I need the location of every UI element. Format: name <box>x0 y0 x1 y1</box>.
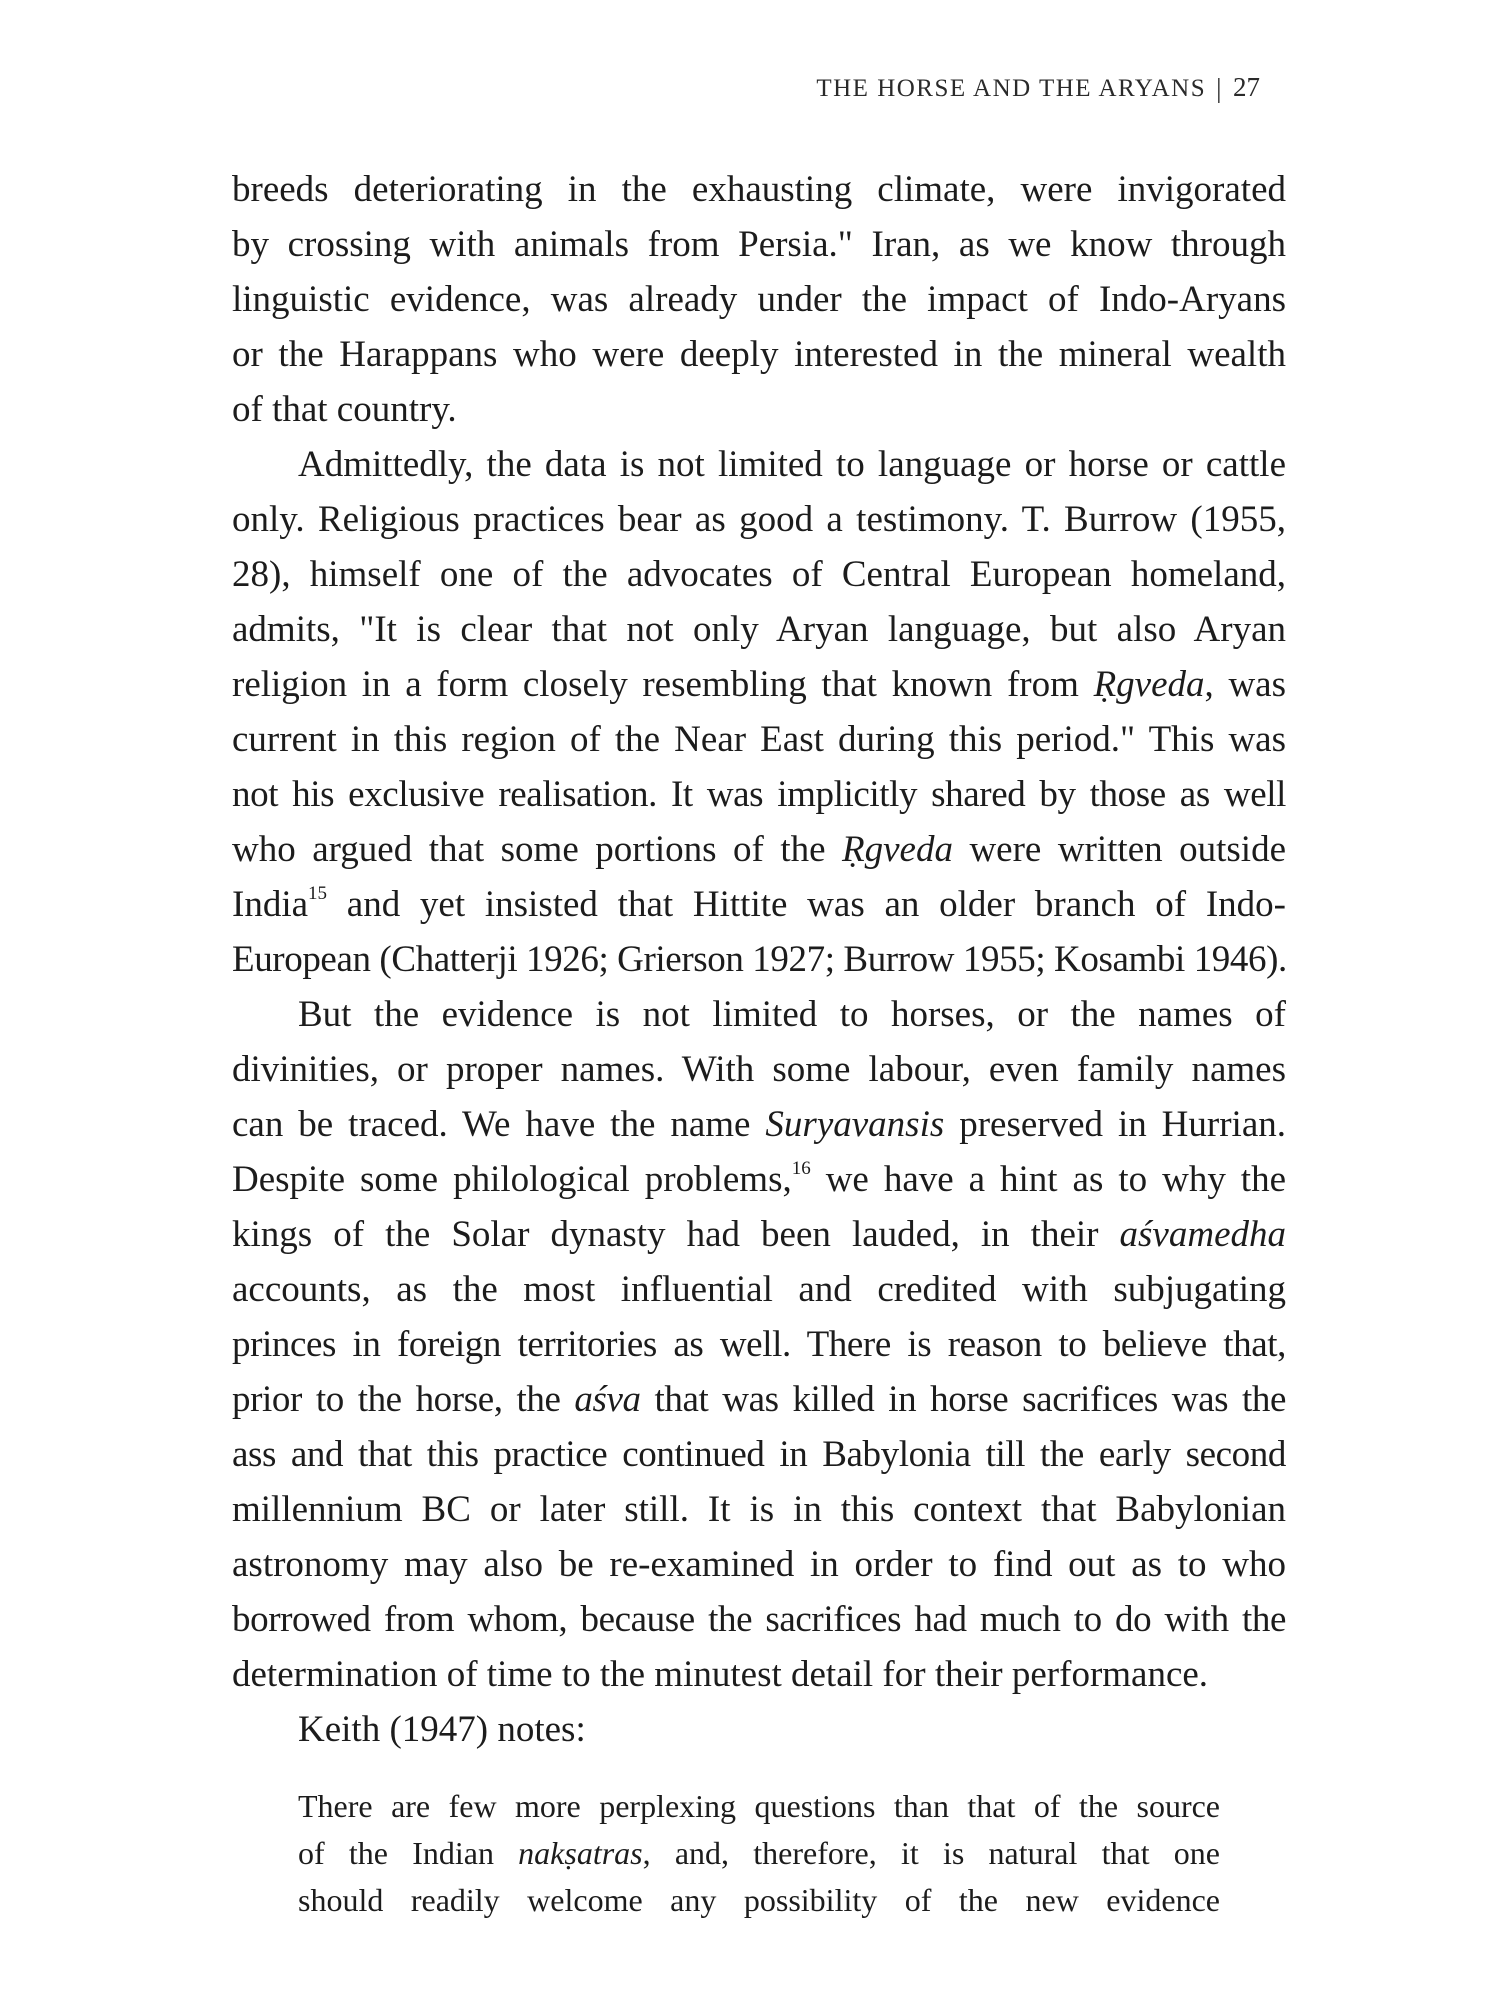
running-head-separator: | <box>1216 73 1223 103</box>
body-line-15: European (Chatterji 1926; Grierson 1927; Burrow 1955; Kosambi 1946). <box>232 939 1287 980</box>
body-line-5: of that country. <box>232 389 457 430</box>
page-number: 27 <box>1233 72 1260 102</box>
body-line-11: current in this region of the Near East during this period." This was <box>232 719 1286 760</box>
body-line-29: Keith (1947) notes: <box>298 1709 586 1750</box>
italic-term: Ṛgveda <box>842 829 953 870</box>
body-line-24: ass and that this practice continued in Babylonia till the early second <box>232 1434 1286 1475</box>
body-line-28: determination of time to the minutest detail for their performance. <box>232 1654 1209 1695</box>
body-line-9: admits, "It is clear that not only Aryan language, but also Aryan <box>232 609 1286 650</box>
body-line-19: Despite some philological problems,$^{16}$ we have a hint as to why the <box>232 1157 1286 1200</box>
italic-term: nakṣatras <box>518 1835 643 1871</box>
body-line-21: accounts, as the most influential and credited with subjugating <box>232 1269 1286 1310</box>
quote-line-3: should readily welcome any possibility of the new evidence <box>298 1882 1220 1918</box>
body-line-1: breeds deteriorating in the exhausting climate, were invigorated <box>232 169 1286 210</box>
quote-line-2: of the Indian nakṣatras, and, therefore, it is natural that one <box>298 1835 1221 1871</box>
body-line-8: 28), himself one of the advocates of Central European homeland, <box>232 554 1286 595</box>
footnote-marker: 15 <box>308 882 328 904</box>
italic-term: Ṛgveda <box>1093 664 1205 705</box>
body-line-16: But the evidence is not limited to horses, or the names of <box>298 994 1286 1035</box>
body-line-26: astronomy may also be re-examined in order to find out as to who <box>232 1544 1286 1585</box>
body-line-23: prior to the horse, the aśva that was killed in horse sacrifices was the <box>232 1379 1286 1420</box>
body-line-7: only. Religious practices bear as good a testimony. T. Burrow (1955, <box>232 499 1286 540</box>
body-line-25: millennium BC or later still. It is in this context that Babylonian <box>232 1489 1286 1530</box>
italic-term: aśvamedha <box>1119 1214 1286 1255</box>
italic-term: Suryavansis <box>765 1104 945 1145</box>
body-line-10: religion in a form closely resembling that known from Ṛgveda, was <box>232 664 1286 705</box>
body-line-18: can be traced. We have the name Suryavansis preserved in Hurrian. <box>232 1104 1286 1145</box>
body-line-6: Admittedly, the data is not limited to language or horse or cattle <box>298 444 1286 485</box>
body-line-4: or the Harappans who were deeply interested in the mineral wealth <box>232 334 1286 375</box>
body-line-2: by crossing with animals from Persia." Iran, as we know through <box>232 224 1286 265</box>
body-line-3: linguistic evidence, was already under the impact of Indo-Aryans <box>232 279 1286 320</box>
body-line-22: princes in foreign territories as well. There is reason to believe that, <box>232 1324 1286 1365</box>
running-head <box>816 72 1260 103</box>
block-quote <box>298 1783 1220 1924</box>
footnote-marker: 16 <box>791 1157 811 1179</box>
body-line-13: who argued that some portions of the Ṛgveda were written outside <box>232 829 1286 870</box>
body-line-12: not his exclusive realisation. It was implicitly shared by those as well <box>232 774 1286 815</box>
quote-line-1: There are few more perplexing questions than that of the source <box>298 1788 1220 1824</box>
body-text <box>232 162 1286 1757</box>
body-line-20: kings of the Solar dynasty had been lauded, in their aśvamedha <box>232 1214 1286 1255</box>
body-line-14: India$^{15}$ and yet insisted that Hittite was an older branch of Indo- <box>232 882 1286 925</box>
running-head-title: THE HORSE AND THE ARYANS <box>816 75 1207 102</box>
body-line-17: divinities, or proper names. With some labour, even family names <box>232 1049 1286 1090</box>
body-line-27: borrowed from whom, because the sacrifices had much to do with the <box>232 1599 1286 1640</box>
italic-term: aśva <box>574 1379 641 1420</box>
